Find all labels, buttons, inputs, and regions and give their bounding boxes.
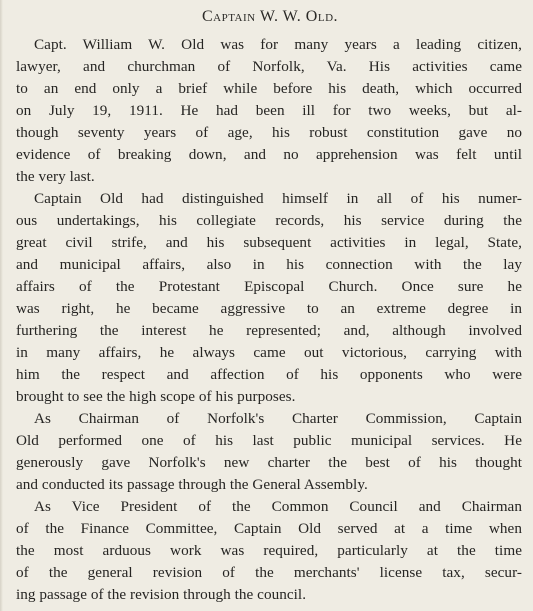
paragraph-2-line-9: him the respect and affection of his opponents who were xyxy=(16,366,522,383)
paragraph-3-line-1: As Chairman of Norfolk's Charter Commission, Captain xyxy=(34,410,522,427)
document-page xyxy=(16,0,524,611)
paragraph-2-line-7: furthering the interest he represented; and, although involved xyxy=(16,322,522,339)
paragraph-4-line-5: ing passage of the revision through the council. xyxy=(16,586,307,603)
paragraph-2-line-6: was right, he became aggressive to an extreme degree in xyxy=(16,300,522,317)
paragraph-3-line-4: and conducted its passage through the General Assembly. xyxy=(16,476,368,493)
paragraph-1-line-4: on July 19, 1911. He had been ill for two weeks, but al- xyxy=(16,102,522,119)
paragraph-2-line-1: Captain Old had distinguished himself in all of his numer- xyxy=(34,190,522,207)
paragraph-3-line-3: generously gave Norfolk's new charter the best of his thought xyxy=(16,454,522,471)
paragraph-4-line-4: of the general revision of the merchants' license tax, secur- xyxy=(16,564,522,581)
paragraph-1-line-2: lawyer, and churchman of Norfolk, Va. His activities came xyxy=(16,58,522,75)
paragraph-4-line-1: As Vice President of the Common Council and Chairman xyxy=(34,498,522,515)
paragraph-2-line-8: in many affairs, he always came out victorious, carrying with xyxy=(16,344,522,361)
page-title: Captain W. W. Old. xyxy=(201,8,339,25)
paragraph-4-line-3: the most arduous work was required, particularly at the time xyxy=(16,542,522,559)
paragraph-2-line-5: affairs of the Protestant Episcopal Church. Once sure he xyxy=(16,278,522,295)
paragraph-2-line-2: ous undertakings, his collegiate records, his service during the xyxy=(16,212,522,229)
paragraph-2-line-3: great civil strife, and his subsequent activities in legal, State, xyxy=(16,234,522,251)
paragraph-3-line-2: Old performed one of his last public municipal services. He xyxy=(16,432,522,449)
paragraph-1-line-5: though seventy years of age, his robust constitution gave no xyxy=(16,124,522,141)
paragraph-1-line-6: evidence of breaking down, and no apprehension was felt until xyxy=(16,146,522,163)
paragraph-1-line-7: the very last. xyxy=(16,168,95,185)
paragraph-2-line-10: brought to see the high scope of his purposes. xyxy=(16,388,296,405)
page-edge-shadow xyxy=(0,0,3,611)
paragraph-4-line-2: of the Finance Committee, Captain Old served at a time when xyxy=(16,520,522,537)
paragraph-1-line-1: Capt. William W. Old was for many years a leading citizen, xyxy=(34,36,522,53)
paragraph-2-line-4: and municipal affairs, also in his connection with the lay xyxy=(16,256,522,273)
paragraph-1-line-3: to an end only a brief while before his death, which occurred xyxy=(16,80,522,97)
